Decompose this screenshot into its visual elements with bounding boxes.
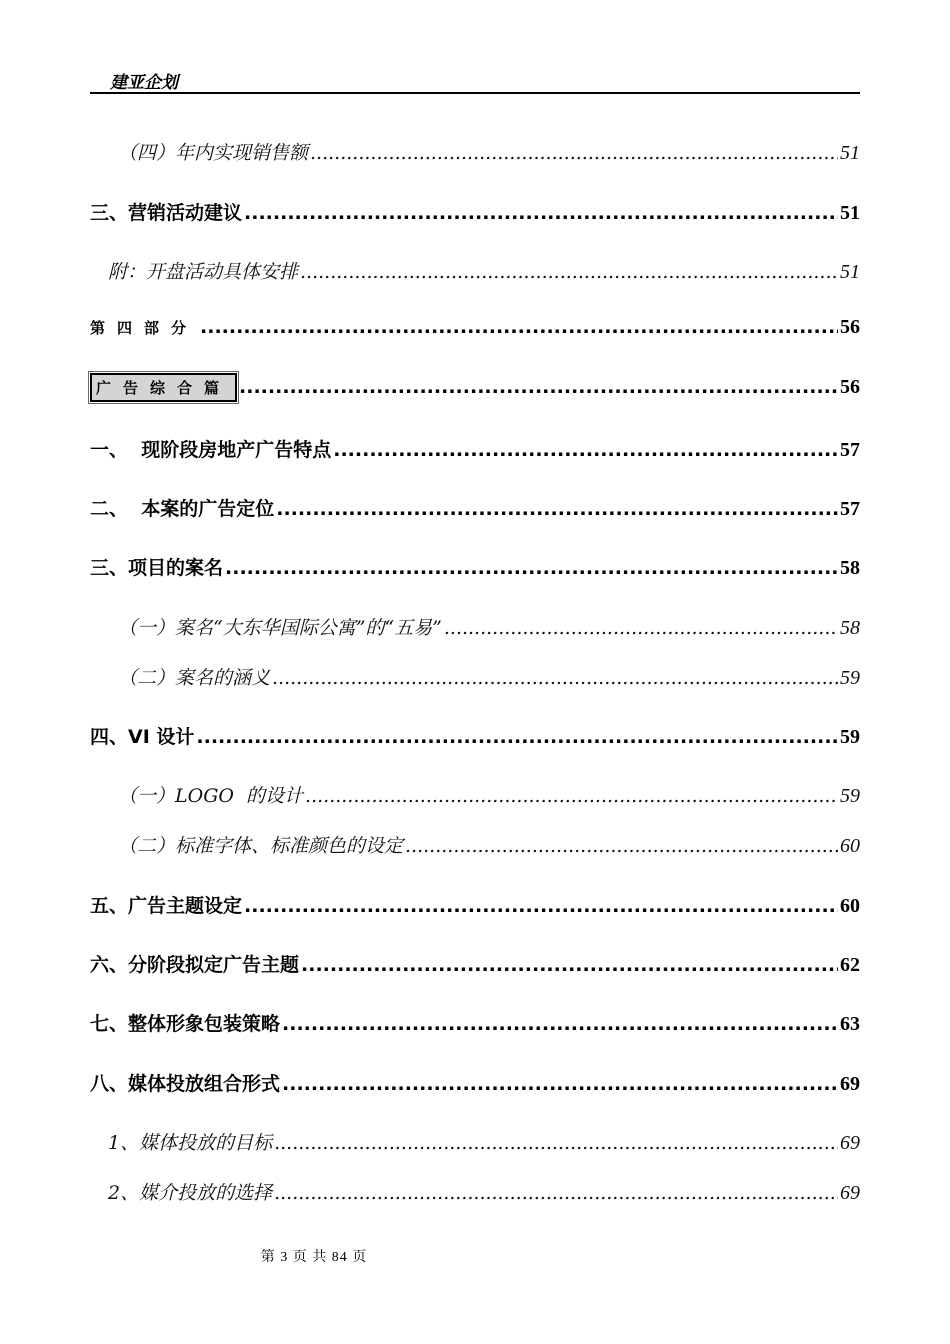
toc-leader-dots <box>276 498 838 520</box>
toc-entry-page: 58 <box>840 557 860 579</box>
toc-entry-label: 八、媒体投放组合形式 <box>90 1073 281 1095</box>
toc-entry-page: 62 <box>840 954 860 976</box>
toc-entry-page: 58 <box>840 617 860 639</box>
toc-entry[interactable] <box>90 1069 860 1096</box>
toc-leader-dots <box>244 895 838 917</box>
toc-entry-label: （一）LOGO 的设计 <box>118 785 304 807</box>
toc-entry[interactable] <box>90 198 860 225</box>
toc-entry-page: 59 <box>840 667 860 689</box>
toc-entry-label: 二、 本案的广告定位 <box>90 498 275 520</box>
toc-entry[interactable] <box>90 1178 860 1205</box>
toc-entry[interactable] <box>90 831 860 858</box>
toc-entry-page: 59 <box>840 785 860 807</box>
toc-entry-label: 1、媒体投放的目标 <box>108 1132 273 1154</box>
toc-entry-page: 59 <box>840 726 860 748</box>
toc-leader-dots <box>200 316 838 338</box>
toc-entry-page: 51 <box>840 142 860 164</box>
toc-entry[interactable] <box>90 494 860 521</box>
toc-entry-label: 第四部分 <box>90 319 199 337</box>
toc-leader-dots <box>196 726 838 748</box>
toc-entry-page: 63 <box>840 1013 860 1035</box>
toc-entry-label: 五、广告主题设定 <box>90 895 243 917</box>
toc-entry-page: 51 <box>840 261 860 283</box>
toc-entry-label: （二）标准字体、标准颜色的设定 <box>118 835 404 857</box>
toc-entry-label: （二）案名的涵义 <box>118 667 271 689</box>
toc-leader-dots <box>333 439 838 461</box>
toc-entry[interactable] <box>90 316 860 339</box>
toc-entry-page: 69 <box>840 1073 860 1095</box>
toc-entry-label: 一、 现阶段房地产广告特点 <box>90 439 332 461</box>
toc-leader-dots <box>301 954 838 976</box>
toc-leader-dots <box>305 785 838 807</box>
toc-entry-label: 四、VI 设计 <box>90 726 195 748</box>
toc-entry-page: 56 <box>840 376 860 398</box>
toc-leader-dots <box>244 202 838 224</box>
page-footer: 第 3 页 共 84 页 <box>260 1250 368 1265</box>
toc-entry-page: 57 <box>840 439 860 461</box>
toc-entry-label: 七、整体形象包装策略 <box>90 1013 281 1035</box>
toc-leader-dots <box>282 1013 838 1035</box>
toc-entry[interactable] <box>90 373 860 402</box>
toc-leader-dots <box>444 617 838 639</box>
toc-entry[interactable] <box>90 1009 860 1036</box>
toc-entry-label: 六、分阶段拟定广告主题 <box>90 954 300 976</box>
toc-entry-label: （四）年内实现销售额 <box>118 142 309 164</box>
toc-entry[interactable] <box>90 435 860 462</box>
toc-entry-label: 三、营销活动建议 <box>90 202 243 224</box>
toc-entry-page: 69 <box>840 1182 860 1204</box>
toc-leader-dots <box>274 1182 838 1204</box>
page-header <box>90 66 860 94</box>
toc-entry-page: 51 <box>840 202 860 224</box>
toc-entry[interactable] <box>90 138 860 165</box>
toc-entry[interactable] <box>90 781 860 808</box>
toc-entry[interactable] <box>90 257 860 284</box>
toc-entry[interactable] <box>90 722 860 749</box>
toc-entry[interactable] <box>90 663 860 690</box>
toc-leader-dots <box>405 835 838 857</box>
toc-entry[interactable] <box>90 891 860 918</box>
toc-entry[interactable] <box>90 1128 860 1155</box>
toc-leader-dots <box>239 376 838 398</box>
toc-entry-label: 附：开盘活动具体安排 <box>108 261 299 283</box>
toc-entry-page: 69 <box>840 1132 860 1154</box>
toc-entry[interactable] <box>90 613 860 640</box>
toc-entry-label: 2、媒介投放的选择 <box>108 1182 273 1204</box>
toc-leader-dots <box>300 261 838 283</box>
toc-entry-page: 56 <box>840 316 860 338</box>
toc-entry-label: （一）案名“大东华国际公寓”的“五易” <box>118 617 442 639</box>
toc-entry-page: 60 <box>840 835 860 857</box>
toc-entry-page: 57 <box>840 498 860 520</box>
toc-leader-dots <box>272 667 838 689</box>
toc-entry[interactable] <box>90 950 860 977</box>
toc-leader-dots <box>282 1073 838 1095</box>
toc-leader-dots <box>274 1132 838 1154</box>
toc-entry-label-boxed: 广告综合篇 <box>90 373 237 402</box>
toc-entry[interactable] <box>90 553 860 580</box>
toc-entry-page: 60 <box>840 895 860 917</box>
toc-leader-dots <box>310 142 838 164</box>
header-title: 建亚企划 <box>110 73 178 93</box>
toc-leader-dots <box>225 557 838 579</box>
toc-entry-label: 三、项目的案名 <box>90 557 224 579</box>
